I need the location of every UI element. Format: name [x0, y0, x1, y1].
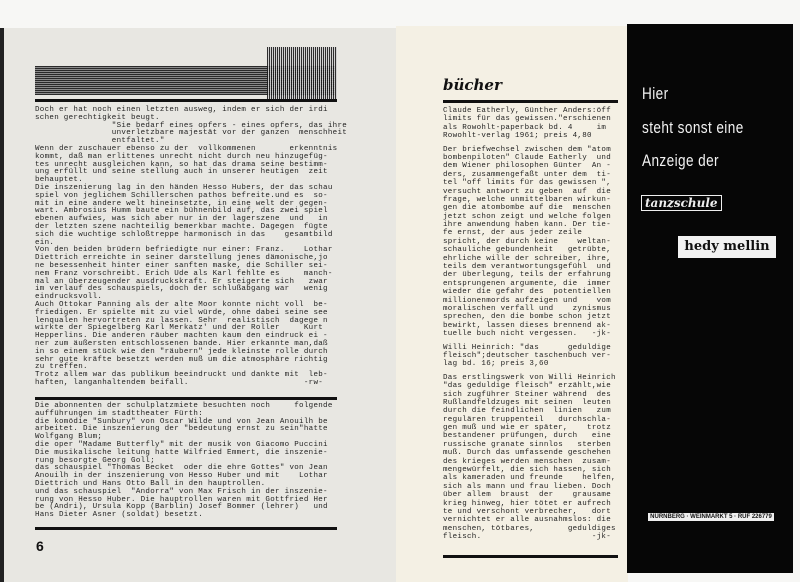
text-line: spiel von jeglichem Schillerschen pathos befreite.und es so-	[35, 191, 328, 200]
text-line: die komödie "Sunbury" von Oscar Wilde und von Jean Anouilh be	[35, 417, 328, 426]
ad-line-2: steht sonst eine	[642, 118, 744, 137]
section-heading-books: bücher	[443, 76, 502, 94]
text-line: Die inszenierung lag in den händen Hesso Hubers, der das schau	[35, 183, 333, 192]
text-line: Auch Ottokar Panning als der alte Moor konnte nicht voll be-	[35, 300, 328, 309]
text-line: ung erfüllt und seine stellung auch in unserer heutigen zeit	[35, 168, 328, 177]
text-line: unverletzbare majestät vor der ganzen menschheit	[35, 129, 348, 138]
text-line: Wolfgang Blum;	[35, 433, 103, 442]
text-line: tel "off limits für das gewissen ",	[443, 179, 612, 188]
text-line: ein.	[35, 238, 55, 247]
text-line: ner zum äußersten entschlossenen bande. Hier erkannte man,daß	[35, 339, 328, 348]
text-line: menschen, tötbares, geduldiges	[443, 524, 616, 533]
text-line: "das geduldige fleisch" erzählt,wie	[443, 382, 612, 391]
heading-rule	[443, 100, 618, 103]
text-line: haften, langanhaltendem beifall. -rw-	[35, 378, 324, 387]
text-line: schen gerechtigkeit beugt.	[35, 113, 160, 122]
text-line: vernichtet er alle ausnahmslos: die	[443, 516, 612, 525]
text-line: entsprungenen argumente, die immer	[443, 279, 612, 288]
text-line: gen muß und wie er später, trotz	[443, 424, 612, 433]
text-line: Hans Dieter Asner (soldat) besetzt.	[35, 511, 204, 520]
text-line: behauptet.	[35, 176, 84, 185]
text-line: sich die wuchtige schloßtreppe harmonisch in das gesamtbild	[35, 230, 333, 239]
text-line: Wenn der zuschauer ebenso zu der vollkommenen erkenntnis	[35, 144, 338, 153]
ad-name-box: hedy mellin	[678, 236, 776, 258]
text-line: be (Andri), Ursula Kopp (Barblin) Josef Bommer (lehrer) und	[35, 503, 328, 512]
ad-line-1: Hier	[642, 84, 669, 103]
text-line: "Sie bedarf eines opfers - eines opfers, das ihre	[35, 121, 348, 130]
text-line: muß. Durch das umfassende geschehen	[443, 449, 612, 458]
text-line: krieg hinweg, hier tötet er aufrech	[443, 499, 612, 508]
text-line: mal an überzeugender ausdruckskraft. Er steigerte sich zwar	[35, 277, 328, 286]
text-line: regulären truppenteil durchschla-	[443, 415, 612, 424]
text-line: aufführungen im stadttheater Fürth:	[35, 409, 204, 418]
text-line: bombenpiloten" Claude Eatherly und	[443, 153, 612, 162]
text-line: Trotz allem war das publikum beeindruckt und dankte mit leb-	[35, 371, 328, 380]
text-line: russische granate sinnlos sterben	[443, 440, 612, 449]
text-line: fe ernst, der aus jeder zeile	[443, 229, 583, 238]
text-line: Willi Heinrich: "das geduldige	[443, 343, 612, 352]
text-line: ehrliche wille der schreiber, ihre,	[443, 254, 612, 263]
text-line: rung von Hesso Huber. Die hauptrollen waren mit Gottfried Her	[35, 495, 328, 504]
text-line: zu treffen.	[35, 363, 88, 372]
text-line: sich zugführer Steiner während des	[443, 390, 612, 399]
text-line: als kameraden und freunde helfen,	[443, 474, 616, 483]
text-line: als Rowohlt-paperback bd. 4 im	[443, 123, 607, 132]
text-line: limits für das gewissen."erschienen	[443, 115, 612, 124]
text-line: Diettrich und Hans Otto Ball in den hauptrollen.	[35, 479, 266, 488]
text-line: schauliche gebundenheit getrübte,	[443, 246, 612, 255]
text-line: kommt, daß man erlittenes unrecht nicht durch neu hinzugefüg-	[35, 152, 328, 161]
text-line: der überlegung, teils der erfahrung	[443, 271, 612, 280]
text-line: ihre anwendung haben kann. Der tie-	[443, 221, 612, 230]
text-line: fleisch. -jk-	[443, 533, 612, 542]
text-line: ebenen aufwies, was sich aber nur in der lagerszene und in	[35, 215, 328, 224]
text-line: millionenmords aufzeigen und vom	[443, 296, 612, 305]
text-line: eindrucksvoll.	[35, 293, 103, 302]
text-line: lag bd. 16; preis 3,60	[443, 360, 549, 369]
text-line: frage, welche unmittelbaren wirkun-	[443, 195, 612, 204]
text-line: ders, zusammengefaßt unter dem ti-	[443, 170, 612, 179]
text-line: des krieges werden menschen zusam-	[443, 457, 612, 466]
text-line: Die abonnenten der schulplatzmiete besuchten noch folgende	[35, 402, 333, 410]
text-line: Doch er hat noch einen letzten ausweg, indem er sich der irdi	[35, 106, 328, 114]
text-line: wieder die gefahr des potentiellen	[443, 288, 612, 297]
text-line: Hepperlins. Die anderen räuber machten kaum den eindruck ei -	[35, 332, 328, 341]
text-line: te und verschont verbrecher, dort	[443, 507, 612, 516]
text-line: fleisch";deutscher taschenbuch ver-	[443, 351, 612, 360]
text-line: spricht, der durch keine weltan-	[443, 237, 612, 246]
section-rule	[35, 397, 337, 400]
text-line: die oper "Madame Butterfly" mit der musik von Giacomo Puccini	[35, 440, 328, 449]
text-line: sich als mann und frau lieben. Doch	[443, 482, 612, 491]
text-line: entfaltet."	[35, 137, 165, 146]
text-line: nem Franz vorschreibt. Erich Ude als Karl fehlte es manch-	[35, 269, 333, 278]
text-line: Die musikalische leitung hatte Wilfried Emmert, die inszenie-	[35, 448, 328, 457]
text-line: bewirkt, lassen dieses brennend ak-	[443, 321, 612, 330]
text-line: rung besorgte Georg Goll;	[35, 456, 156, 465]
text-line: und das schauspiel "Andorra" von Max Frisch in der inszenie-	[35, 487, 328, 496]
text-line: mit in eine andere welt hineinsetzte, in eine welt der gegen-	[35, 199, 328, 208]
text-line: im verlauf des schauspiels, doch der schlußabgang war wenig	[35, 285, 328, 294]
text-line: Anouilh in der inszenierung von Hesso Huber und mit Lothar	[35, 472, 328, 481]
text-line: arbeitet. Die inszenierung der "bedeutung ernst zu sein"hatte	[35, 425, 328, 434]
text-line: lenqualen hervortreten zu lassen. Sehr realistisch dagege n	[35, 316, 328, 325]
bottom-rule	[35, 527, 337, 530]
text-line: Claude Eatherly, Günther Anders:öff	[443, 107, 612, 115]
text-line: Diettrich erreichte in seiner darstellung jenes dämonische,jo	[35, 254, 328, 263]
text-line: tes unrecht ausgleichen kann, so hat das drama seine bestimm-	[35, 160, 328, 169]
text-line: wirkte der Spiegelberg Karl Merkatz' und der Roller Kurt	[35, 324, 324, 333]
theater-review-article	[35, 107, 347, 388]
tanzschule-logo: tanzschule	[641, 195, 722, 211]
text-line: ne besessenheit hinter einer sanften maske, die Schiller sei-	[35, 261, 328, 270]
text-line: dem Wiener philosophen Günter An -	[443, 162, 612, 171]
text-line: jetzt schon zeigt und welche folgen	[443, 212, 612, 221]
text-line: in so einem stück wie den "räubern" jede kleinste rolle durch	[35, 347, 328, 356]
ad-line-3: Anzeige der	[642, 151, 719, 170]
text-line: über allem braust der grausame	[443, 491, 612, 500]
text-line: versucht antwort zu geben auf die	[443, 187, 612, 196]
text-line: der letzten szene nachteilig bemerkbar machte. Dagegen fügte	[35, 222, 328, 231]
subscription-notice	[35, 403, 333, 520]
book-reviews	[443, 107, 616, 542]
text-line: Von den beiden brüdern befriedigte nur einer: Franz. Lothar	[35, 246, 333, 255]
text-line: bestandener prüfungen, durch eine	[443, 432, 612, 441]
text-line: wart. Ambrosius Humm baute ein bühnenbild auf, das zwei spiel	[35, 207, 328, 216]
text-line: Der briefwechsel zwischen dem "atom	[443, 145, 612, 154]
text-line: friedigen. Er spielte mit zu viel würde, ohne dabei seine see	[35, 308, 328, 317]
reviews-bottom-rule	[443, 555, 618, 558]
text-line: gen die atombombe auf die menschen	[443, 204, 612, 213]
text-line: sprechen, den die bombe schon jetzt	[443, 313, 612, 322]
header-rule	[35, 99, 337, 102]
text-line: Das erstlingswerk von Willi Heinrich	[443, 373, 616, 382]
advertisement	[627, 24, 793, 573]
text-line: mengewürfelt, die sich hassen, sich	[443, 466, 612, 475]
text-line: Rowohlt-verlag 1961; preis 4,80	[443, 132, 592, 141]
text-line: das schauspiel "Thomas Becket oder die ehre Gottes" von Jean	[35, 464, 328, 473]
text-line: sehr gute kräfte besetzt werden muß um die atmosphäre richtig	[35, 355, 328, 364]
text-line: tuelle buch nicht vergessen. -jk-	[443, 330, 612, 339]
text-line: durch die feindlichen linien zum	[443, 407, 612, 416]
ad-address: NÜRNBERG · WEINMARKT 5 · RUF 226779	[648, 513, 774, 521]
text-line: Rußlandfeldzuges mit seinen leuten	[443, 398, 612, 407]
decorative-vertical-stripes	[267, 47, 337, 100]
text-line: teils dem verantwortungsgefühl und	[443, 263, 612, 272]
text-line: moralischen verfall und zynismus	[443, 304, 612, 313]
page-number: 6	[36, 538, 44, 554]
